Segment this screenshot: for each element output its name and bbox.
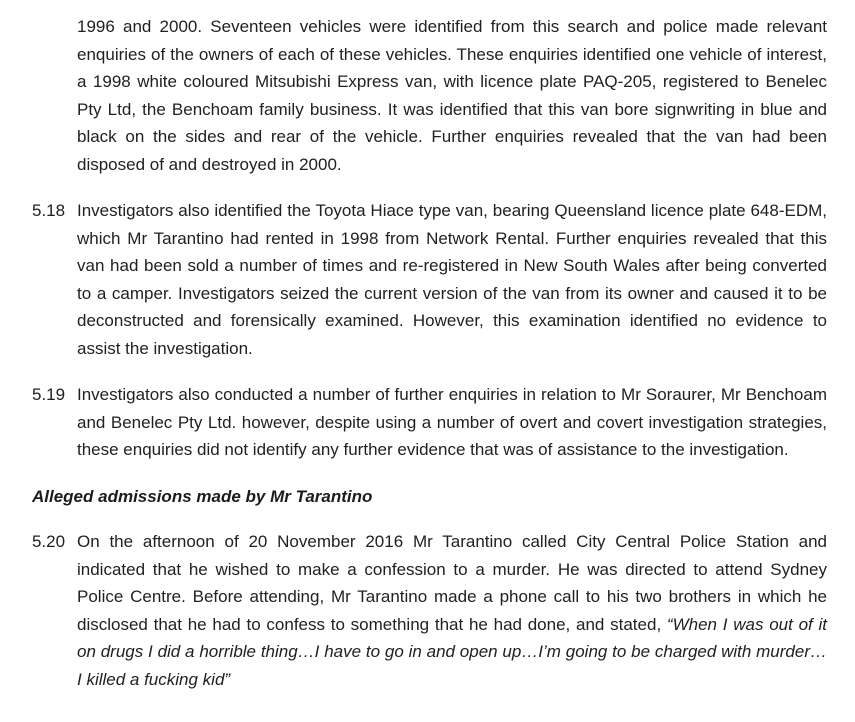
paragraph	[32, 13, 827, 178]
quoted-admission-text: “When I was out of it on drugs I did a horrible thing…I have to go in and open up…I’m going to be charged with murder… I killed a fucking kid”	[77, 614, 827, 689]
paragraph-number: 5.18	[32, 201, 66, 220]
paragraph	[32, 197, 827, 362]
paragraph-number	[32, 13, 77, 178]
paragraph	[32, 528, 827, 693]
paragraph-lead-text: On the afternoon of 20 November 2016 Mr Tarantino called City Central Police Station and indicated that he wished to make a confession to a murder. He was directed to attend Sydney Police Centre. Before attending, Mr Tarantino made a phone call to his two brothers in which he disclosed that he had to confess to something that he had done, and stated,	[77, 532, 827, 634]
paragraph-number: 5.20	[32, 532, 66, 551]
paragraph-text: Investigators also conducted a number of further enquiries in relation to Mr Soraurer, Mr Benchoam and Benelec Pty Ltd. however, despite using a number of overt and covert investigation strategies, these enquiries did not identify any further evidence that was of assistance to the investigation.	[77, 385, 827, 459]
paragraph-number: 5.19	[32, 385, 66, 404]
paragraph	[32, 381, 827, 464]
paragraph-text: Investigators also identified the Toyota Hiace type van, bearing Queensland licence plate 648-EDM, which Mr Tarantino had rented in 1998 from Network Rental. Further enquiries revealed that this van had been sold a number of times and re-registered in New South Wales after being converted to a camper. Investigators seized the current version of the van from its owner and caused it to be deconstructed and forensically examined. However, this examination identified no evidence to assist the investigation.	[77, 201, 827, 358]
paragraph-text	[77, 528, 827, 693]
section-heading: Alleged admissions made by Mr Tarantino	[32, 486, 373, 506]
paragraph-text: 1996 and 2000. Seventeen vehicles were identified from this search and police made relevant enquiries of the owners of each of these vehicles. These enquiries identified one vehicle of interest, a 1998 white coloured Mitsubishi Express van, with licence plate PAQ-205, registered to Benelec Pty Ltd, the Benchoam family business. It was identified that this van bore signwriting in blue and black on the sides and rear of the vehicle. Further enquiries revealed that the van had been disposed of and destroyed in 2000.	[77, 17, 827, 174]
